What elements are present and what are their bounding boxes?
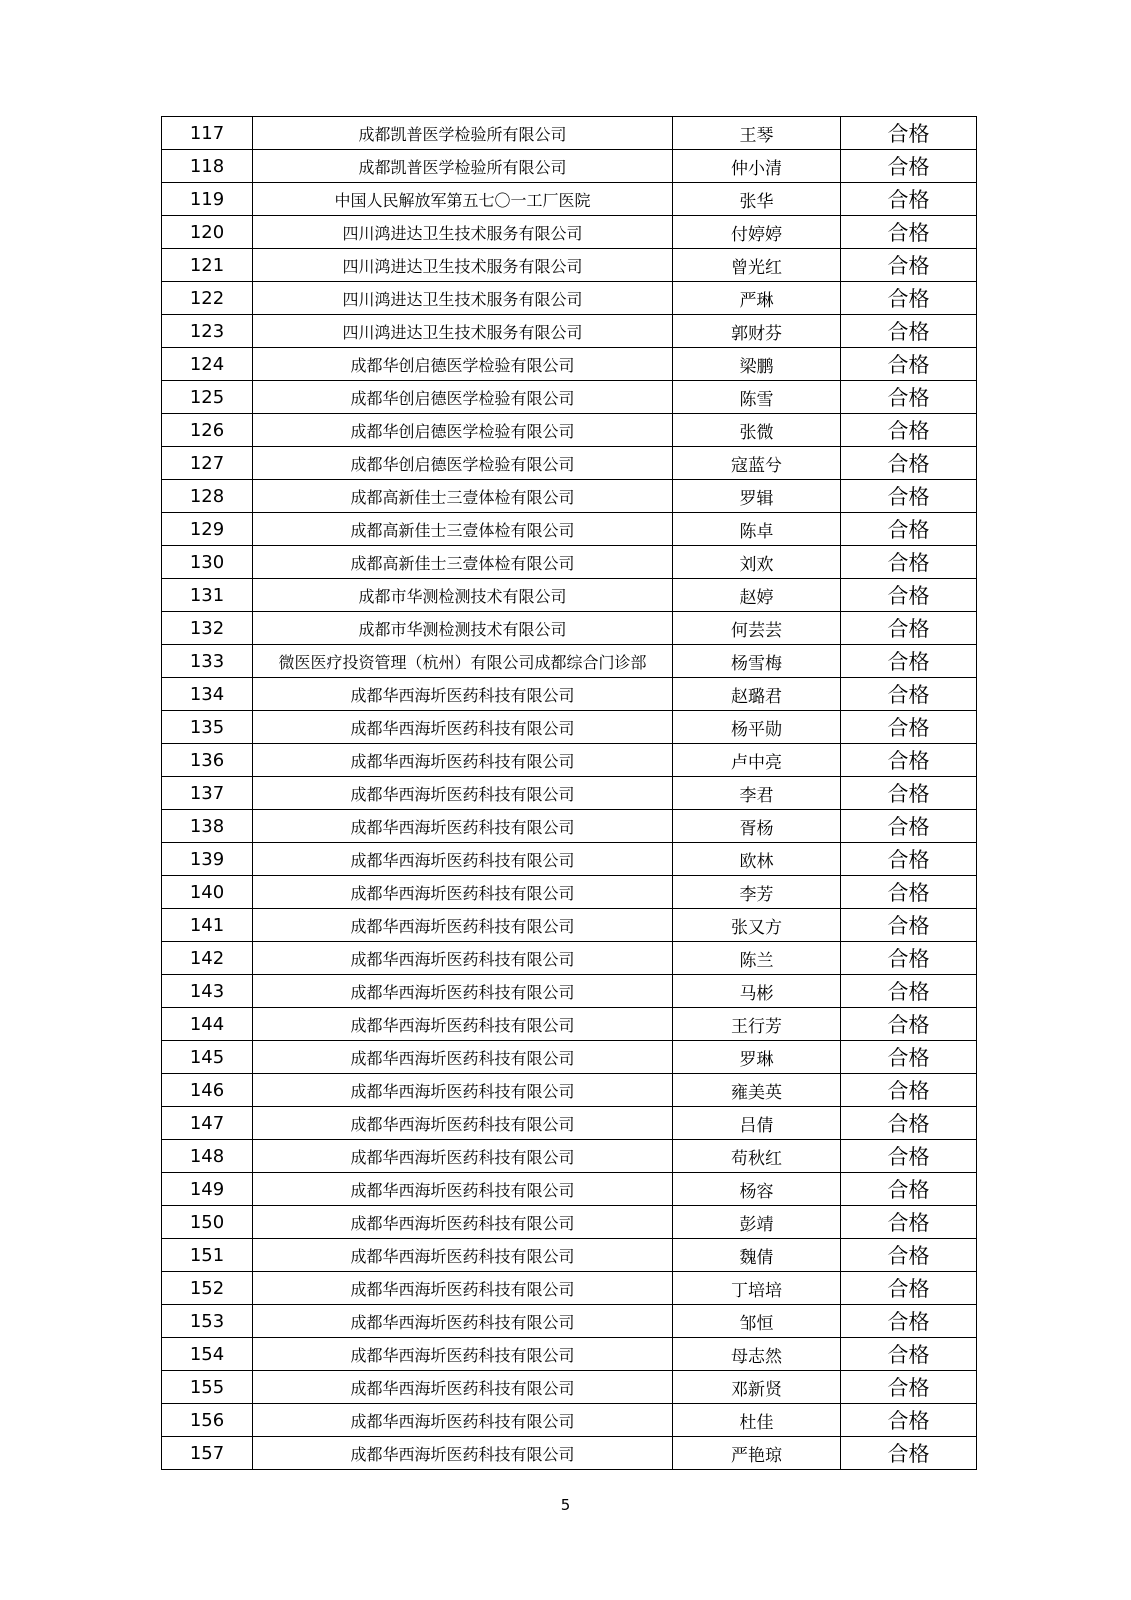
row-number-cell: 117 [162, 117, 253, 150]
person-name-cell: 仲小清 [673, 150, 841, 183]
result-cell: 合格 [841, 678, 977, 711]
row-number-cell: 128 [162, 480, 253, 513]
organization-cell: 四川鸿进达卫生技术服务有限公司 [253, 249, 673, 282]
organization-cell: 成都华西海圻医药科技有限公司 [253, 1239, 673, 1272]
row-number-cell: 123 [162, 315, 253, 348]
row-number-cell: 135 [162, 711, 253, 744]
table-row [162, 777, 977, 810]
person-name-cell: 罗琳 [673, 1041, 841, 1074]
row-number-cell: 134 [162, 678, 253, 711]
row-number-cell: 133 [162, 645, 253, 678]
organization-cell: 成都华西海圻医药科技有限公司 [253, 678, 673, 711]
result-cell: 合格 [841, 150, 977, 183]
organization-cell: 成都华西海圻医药科技有限公司 [253, 711, 673, 744]
table-row [162, 1041, 977, 1074]
row-number-cell: 146 [162, 1074, 253, 1107]
table-row [162, 1239, 977, 1272]
table-row [162, 414, 977, 447]
result-cell: 合格 [841, 975, 977, 1008]
row-number-cell: 142 [162, 942, 253, 975]
result-cell: 合格 [841, 1338, 977, 1371]
organization-cell: 成都华西海圻医药科技有限公司 [253, 1371, 673, 1404]
row-number-cell: 145 [162, 1041, 253, 1074]
table-row [162, 150, 977, 183]
result-cell: 合格 [841, 942, 977, 975]
organization-cell: 成都华西海圻医药科技有限公司 [253, 942, 673, 975]
person-name-cell: 胥杨 [673, 810, 841, 843]
table-row [162, 678, 977, 711]
person-name-cell: 李芳 [673, 876, 841, 909]
person-name-cell: 杜佳 [673, 1404, 841, 1437]
person-name-cell: 杨容 [673, 1173, 841, 1206]
table-row [162, 117, 977, 150]
organization-cell: 微医医疗投资管理（杭州）有限公司成都综合门诊部 [253, 645, 673, 678]
result-cell: 合格 [841, 711, 977, 744]
organization-cell: 成都华西海圻医药科技有限公司 [253, 810, 673, 843]
organization-cell: 成都华西海圻医药科技有限公司 [253, 1140, 673, 1173]
row-number-cell: 150 [162, 1206, 253, 1239]
result-cell: 合格 [841, 249, 977, 282]
row-number-cell: 127 [162, 447, 253, 480]
row-number-cell: 149 [162, 1173, 253, 1206]
person-name-cell: 李君 [673, 777, 841, 810]
person-name-cell: 罗辑 [673, 480, 841, 513]
result-cell: 合格 [841, 216, 977, 249]
table-row [162, 975, 977, 1008]
result-cell: 合格 [841, 282, 977, 315]
results-table [161, 116, 977, 1470]
table-row [162, 546, 977, 579]
organization-cell: 成都华西海圻医药科技有限公司 [253, 1206, 673, 1239]
person-name-cell: 母志然 [673, 1338, 841, 1371]
row-number-cell: 131 [162, 579, 253, 612]
person-name-cell: 邹恒 [673, 1305, 841, 1338]
person-name-cell: 张又方 [673, 909, 841, 942]
organization-cell: 中国人民解放军第五七〇一工厂医院 [253, 183, 673, 216]
organization-cell: 成都高新佳士三壹体检有限公司 [253, 546, 673, 579]
organization-cell: 成都华创启德医学检验有限公司 [253, 348, 673, 381]
result-cell: 合格 [841, 1107, 977, 1140]
person-name-cell: 王琴 [673, 117, 841, 150]
table-row [162, 216, 977, 249]
result-cell: 合格 [841, 381, 977, 414]
table-row [162, 711, 977, 744]
person-name-cell: 欧林 [673, 843, 841, 876]
person-name-cell: 赵婷 [673, 579, 841, 612]
result-cell: 合格 [841, 1140, 977, 1173]
result-cell: 合格 [841, 315, 977, 348]
row-number-cell: 136 [162, 744, 253, 777]
page-number: 5 [560, 1496, 571, 1514]
row-number-cell: 156 [162, 1404, 253, 1437]
result-cell: 合格 [841, 612, 977, 645]
row-number-cell: 124 [162, 348, 253, 381]
row-number-cell: 119 [162, 183, 253, 216]
row-number-cell: 132 [162, 612, 253, 645]
table-row [162, 579, 977, 612]
organization-cell: 成都华创启德医学检验有限公司 [253, 414, 673, 447]
row-number-cell: 148 [162, 1140, 253, 1173]
person-name-cell: 梁鹏 [673, 348, 841, 381]
person-name-cell: 丁培培 [673, 1272, 841, 1305]
result-cell: 合格 [841, 1239, 977, 1272]
result-cell: 合格 [841, 744, 977, 777]
person-name-cell: 杨平勋 [673, 711, 841, 744]
table-row [162, 1140, 977, 1173]
person-name-cell: 郭财芬 [673, 315, 841, 348]
row-number-cell: 154 [162, 1338, 253, 1371]
table-row [162, 447, 977, 480]
row-number-cell: 121 [162, 249, 253, 282]
row-number-cell: 118 [162, 150, 253, 183]
person-name-cell: 陈雪 [673, 381, 841, 414]
person-name-cell: 魏倩 [673, 1239, 841, 1272]
organization-cell: 成都华西海圻医药科技有限公司 [253, 1437, 673, 1470]
table-row [162, 942, 977, 975]
table-row [162, 381, 977, 414]
row-number-cell: 139 [162, 843, 253, 876]
result-cell: 合格 [841, 843, 977, 876]
result-cell: 合格 [841, 810, 977, 843]
table-row [162, 249, 977, 282]
organization-cell: 四川鸿进达卫生技术服务有限公司 [253, 282, 673, 315]
organization-cell: 成都华西海圻医药科技有限公司 [253, 1074, 673, 1107]
organization-cell: 成都华西海圻医药科技有限公司 [253, 876, 673, 909]
organization-cell: 成都华西海圻医药科技有限公司 [253, 1041, 673, 1074]
row-number-cell: 151 [162, 1239, 253, 1272]
row-number-cell: 129 [162, 513, 253, 546]
result-cell: 合格 [841, 414, 977, 447]
row-number-cell: 125 [162, 381, 253, 414]
result-cell: 合格 [841, 876, 977, 909]
person-name-cell: 何芸芸 [673, 612, 841, 645]
person-name-cell: 严艳琼 [673, 1437, 841, 1470]
organization-cell: 成都华西海圻医药科技有限公司 [253, 909, 673, 942]
row-number-cell: 122 [162, 282, 253, 315]
row-number-cell: 152 [162, 1272, 253, 1305]
result-cell: 合格 [841, 1371, 977, 1404]
row-number-cell: 157 [162, 1437, 253, 1470]
person-name-cell: 卢中亮 [673, 744, 841, 777]
table-row [162, 645, 977, 678]
table-row [162, 1008, 977, 1041]
organization-cell: 成都华创启德医学检验有限公司 [253, 381, 673, 414]
table-row [162, 348, 977, 381]
result-cell: 合格 [841, 1173, 977, 1206]
row-number-cell: 155 [162, 1371, 253, 1404]
organization-cell: 成都华西海圻医药科技有限公司 [253, 744, 673, 777]
table-row [162, 810, 977, 843]
person-name-cell: 雍美英 [673, 1074, 841, 1107]
results-table-body [162, 117, 977, 1470]
result-cell: 合格 [841, 546, 977, 579]
table-row [162, 1173, 977, 1206]
result-cell: 合格 [841, 183, 977, 216]
result-cell: 合格 [841, 1404, 977, 1437]
person-name-cell: 陈卓 [673, 513, 841, 546]
table-row [162, 843, 977, 876]
organization-cell: 成都高新佳士三壹体检有限公司 [253, 513, 673, 546]
result-cell: 合格 [841, 1074, 977, 1107]
result-cell: 合格 [841, 579, 977, 612]
result-cell: 合格 [841, 1272, 977, 1305]
table-row [162, 1338, 977, 1371]
organization-cell: 成都华西海圻医药科技有限公司 [253, 1404, 673, 1437]
table-row [162, 876, 977, 909]
person-name-cell: 陈兰 [673, 942, 841, 975]
organization-cell: 成都华西海圻医药科技有限公司 [253, 1272, 673, 1305]
row-number-cell: 137 [162, 777, 253, 810]
row-number-cell: 153 [162, 1305, 253, 1338]
organization-cell: 成都高新佳士三壹体检有限公司 [253, 480, 673, 513]
person-name-cell: 邓新贤 [673, 1371, 841, 1404]
table-row [162, 1074, 977, 1107]
table-row [162, 1404, 977, 1437]
organization-cell: 成都华西海圻医药科技有限公司 [253, 777, 673, 810]
result-cell: 合格 [841, 1305, 977, 1338]
person-name-cell: 杨雪梅 [673, 645, 841, 678]
organization-cell: 成都华西海圻医药科技有限公司 [253, 1338, 673, 1371]
row-number-cell: 147 [162, 1107, 253, 1140]
organization-cell: 成都凯普医学检验所有限公司 [253, 150, 673, 183]
table-row [162, 282, 977, 315]
row-number-cell: 140 [162, 876, 253, 909]
table-row [162, 1305, 977, 1338]
organization-cell: 成都凯普医学检验所有限公司 [253, 117, 673, 150]
result-cell: 合格 [841, 1437, 977, 1470]
organization-cell: 成都华西海圻医药科技有限公司 [253, 1107, 673, 1140]
person-name-cell: 曾光红 [673, 249, 841, 282]
row-number-cell: 141 [162, 909, 253, 942]
row-number-cell: 120 [162, 216, 253, 249]
row-number-cell: 143 [162, 975, 253, 1008]
result-cell: 合格 [841, 1206, 977, 1239]
row-number-cell: 144 [162, 1008, 253, 1041]
person-name-cell: 张华 [673, 183, 841, 216]
result-cell: 合格 [841, 1008, 977, 1041]
result-cell: 合格 [841, 447, 977, 480]
person-name-cell: 苟秋红 [673, 1140, 841, 1173]
organization-cell: 成都华创启德医学检验有限公司 [253, 447, 673, 480]
table-row [162, 1206, 977, 1239]
person-name-cell: 赵璐君 [673, 678, 841, 711]
person-name-cell: 吕倩 [673, 1107, 841, 1140]
person-name-cell: 付婷婷 [673, 216, 841, 249]
row-number-cell: 126 [162, 414, 253, 447]
result-cell: 合格 [841, 117, 977, 150]
table-row [162, 1107, 977, 1140]
result-cell: 合格 [841, 480, 977, 513]
person-name-cell: 刘欢 [673, 546, 841, 579]
result-cell: 合格 [841, 909, 977, 942]
table-row [162, 612, 977, 645]
person-name-cell: 马彬 [673, 975, 841, 1008]
result-cell: 合格 [841, 645, 977, 678]
result-cell: 合格 [841, 777, 977, 810]
table-row [162, 513, 977, 546]
organization-cell: 成都市华测检测技术有限公司 [253, 612, 673, 645]
result-cell: 合格 [841, 513, 977, 546]
result-cell: 合格 [841, 1041, 977, 1074]
organization-cell: 四川鸿进达卫生技术服务有限公司 [253, 216, 673, 249]
person-name-cell: 严琳 [673, 282, 841, 315]
organization-cell: 成都华西海圻医药科技有限公司 [253, 975, 673, 1008]
table-row [162, 315, 977, 348]
person-name-cell: 寇蓝兮 [673, 447, 841, 480]
organization-cell: 成都华西海圻医药科技有限公司 [253, 843, 673, 876]
table-row [162, 1272, 977, 1305]
result-cell: 合格 [841, 348, 977, 381]
row-number-cell: 138 [162, 810, 253, 843]
person-name-cell: 王行芳 [673, 1008, 841, 1041]
organization-cell: 四川鸿进达卫生技术服务有限公司 [253, 315, 673, 348]
table-row [162, 1371, 977, 1404]
table-row [162, 744, 977, 777]
table-row [162, 480, 977, 513]
person-name-cell: 彭靖 [673, 1206, 841, 1239]
table-row [162, 183, 977, 216]
organization-cell: 成都华西海圻医药科技有限公司 [253, 1173, 673, 1206]
organization-cell: 成都市华测检测技术有限公司 [253, 579, 673, 612]
person-name-cell: 张微 [673, 414, 841, 447]
organization-cell: 成都华西海圻医药科技有限公司 [253, 1305, 673, 1338]
organization-cell: 成都华西海圻医药科技有限公司 [253, 1008, 673, 1041]
table-row [162, 1437, 977, 1470]
table-row [162, 909, 977, 942]
row-number-cell: 130 [162, 546, 253, 579]
